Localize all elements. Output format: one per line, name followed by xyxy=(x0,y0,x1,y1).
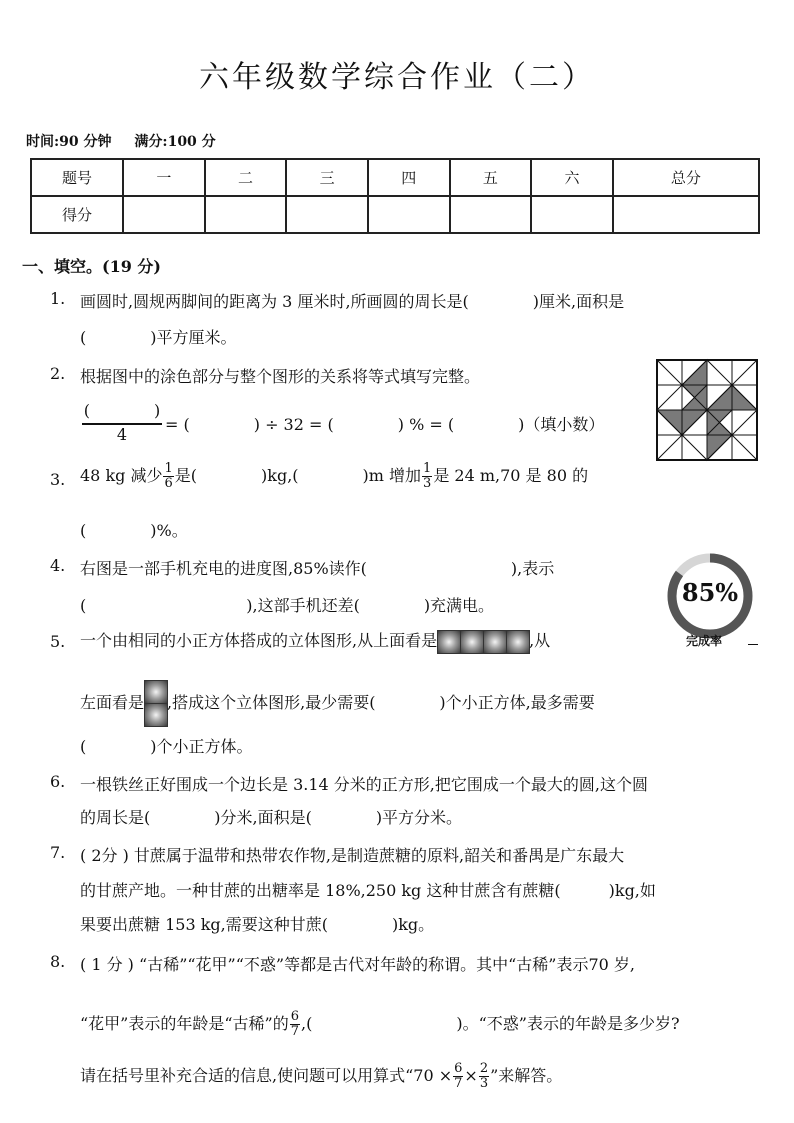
score-header-cell: 总分 xyxy=(613,159,759,196)
q7-line2: 的甘蔗产地。一种甘蔗的出糖率是 18%,250 kg 这种甘蔗含有蔗糖( )kg,如 xyxy=(80,881,656,900)
q3-line1 xyxy=(80,462,588,491)
q5-line1 xyxy=(80,628,550,654)
fraction-six-sevenths xyxy=(453,1062,463,1091)
fraction-one-sixth xyxy=(163,462,173,491)
q3-text-part3: 是 24 m,70 是 80 的 xyxy=(433,466,589,485)
score-table-score-row xyxy=(31,196,759,233)
multiply-sign: × xyxy=(464,1066,478,1085)
score-header-cell: 五 xyxy=(450,159,532,196)
fraction-numerator: 1 xyxy=(164,461,173,476)
exam-full-score: 满分:100 分 xyxy=(134,134,216,150)
gauge-percent: 85% xyxy=(681,578,739,607)
gauge-label: 完成率 xyxy=(686,634,723,648)
fraction-numerator: 1 xyxy=(423,461,432,476)
q8-text-part1: “花甲”表示的年龄是“古稀”的 xyxy=(80,1014,289,1033)
exam-time: 时间:90 分钟 xyxy=(26,134,112,150)
q3-line2: ( )%。 xyxy=(80,521,188,540)
cube-square xyxy=(506,630,530,654)
q3-text-part1: 48 kg 减少 xyxy=(80,466,163,485)
q7-line1: ( 2分 ) 甘蔗属于温带和热带农作物,是制造蔗糖的原料,韶关和番禺是广东最大 xyxy=(80,846,625,865)
exam-meta xyxy=(26,131,234,151)
score-header-cell: 四 xyxy=(368,159,450,196)
q5-line2 xyxy=(80,680,595,727)
score-table xyxy=(30,158,760,234)
score-header-cell: 二 xyxy=(205,159,287,196)
score-input-cell[interactable] xyxy=(531,196,613,233)
shaded-square-figure xyxy=(655,358,759,462)
fraction-numerator: 6 xyxy=(454,1061,463,1076)
section-heading: 一、填空。(19 分) xyxy=(22,257,161,276)
q5-text-part4: ,搭成这个立体图形,最少需要( )个小正方体,最多需要 xyxy=(167,693,595,712)
q5-text-part2: ,从 xyxy=(529,631,551,650)
fraction-denominator: 6 xyxy=(164,476,173,491)
q5-line3: ( )个小正方体。 xyxy=(80,737,253,756)
cube-square xyxy=(144,680,168,704)
page-title: 六年级数学综合作业（二） xyxy=(199,60,595,95)
fraction-denominator: 3 xyxy=(423,476,432,491)
q2-line2: = ( ) ÷ 32 = ( ) % = ( )（填小数） xyxy=(165,415,605,434)
q4-line1: 右图是一部手机充电的进度图,85%读作( ),表示 xyxy=(80,559,555,578)
q6-line2: 的周长是( )分米,面积是( )平方分米。 xyxy=(80,808,463,827)
score-input-cell[interactable] xyxy=(613,196,759,233)
cube-square xyxy=(144,703,168,727)
q8-text-part3: 请在括号里补充合适的信息,使问题可以用算式“70 × xyxy=(80,1066,453,1085)
q2-fraction-denominator: 4 xyxy=(116,425,128,444)
cube-square xyxy=(437,630,461,654)
q1-line1: 画圆时,圆规两脚间的距离为 3 厘米时,所画圆的周长是( )厘米,面积是 xyxy=(80,292,625,311)
score-header-cell: 六 xyxy=(531,159,613,196)
q3-text-part2: 是( )kg,( )m 增加 xyxy=(174,466,422,485)
gauge-label-underline xyxy=(748,644,758,645)
score-input-cell[interactable] xyxy=(123,196,205,233)
cube-square xyxy=(460,630,484,654)
fraction-denominator: 7 xyxy=(454,1076,463,1091)
score-header-cell: 三 xyxy=(286,159,368,196)
score-input-cell[interactable] xyxy=(286,196,368,233)
q2-line1: 根据图中的涂色部分与整个图形的关系将等式填写完整。 xyxy=(80,367,481,386)
score-row-label: 得分 xyxy=(31,196,123,233)
fraction-denominator: 7 xyxy=(290,1024,300,1039)
fraction-denominator: 3 xyxy=(479,1076,489,1091)
fraction-numerator: 2 xyxy=(479,1061,489,1076)
q8-line1: ( 1 分 ) “古稀”“花甲”“不惑”等都是古代对年龄的称谓。其中“古稀”表示70 岁, xyxy=(80,955,635,974)
score-header-cell: 题号 xyxy=(31,159,123,196)
q2-fraction-numerator: ( ) xyxy=(83,401,161,420)
score-input-cell[interactable] xyxy=(205,196,287,233)
question-number: 6. xyxy=(50,772,66,791)
question-number: 7. xyxy=(50,843,66,862)
score-input-cell[interactable] xyxy=(368,196,450,233)
q5-text-part1: 一个由相同的小正方体搭成的立体图形,从上面看是 xyxy=(80,631,438,650)
q4-line2: ( ),这部手机还差( )充满电。 xyxy=(80,596,495,615)
charging-gauge xyxy=(664,546,764,656)
q5-text-part3: 左面看是 xyxy=(80,693,145,712)
question-number: 5. xyxy=(50,632,66,651)
fraction-six-sevenths xyxy=(290,1010,300,1039)
top-view-figure xyxy=(437,630,529,654)
score-table-header-row xyxy=(31,159,759,196)
fraction-numerator: 6 xyxy=(290,1009,300,1024)
question-number: 2. xyxy=(50,364,66,383)
fraction-two-thirds xyxy=(479,1062,489,1091)
q8-line2 xyxy=(80,1010,680,1039)
question-number: 1. xyxy=(50,289,66,308)
score-input-cell[interactable] xyxy=(450,196,532,233)
question-number: 3. xyxy=(50,470,66,489)
left-view-figure xyxy=(144,680,167,727)
q1-line2: ( )平方厘米。 xyxy=(80,328,237,347)
score-header-cell: 一 xyxy=(123,159,205,196)
cube-square xyxy=(483,630,507,654)
q2-fraction xyxy=(82,398,162,444)
q7-line3: 果要出蔗糖 153 kg,需要这种甘蔗( )kg。 xyxy=(80,915,435,934)
question-number: 8. xyxy=(50,952,66,971)
q8-text-part2: ,( )。“不惑”表示的年龄是多少岁? xyxy=(301,1014,680,1033)
question-number: 4. xyxy=(50,556,66,575)
q8-text-part4: ”来解答。 xyxy=(490,1066,563,1085)
q8-line3 xyxy=(80,1062,562,1091)
fraction-one-third xyxy=(422,462,432,491)
q6-line1: 一根铁丝正好围成一个边长是 3.14 分米的正方形,把它围成一个最大的圆,这个圆 xyxy=(80,775,648,794)
